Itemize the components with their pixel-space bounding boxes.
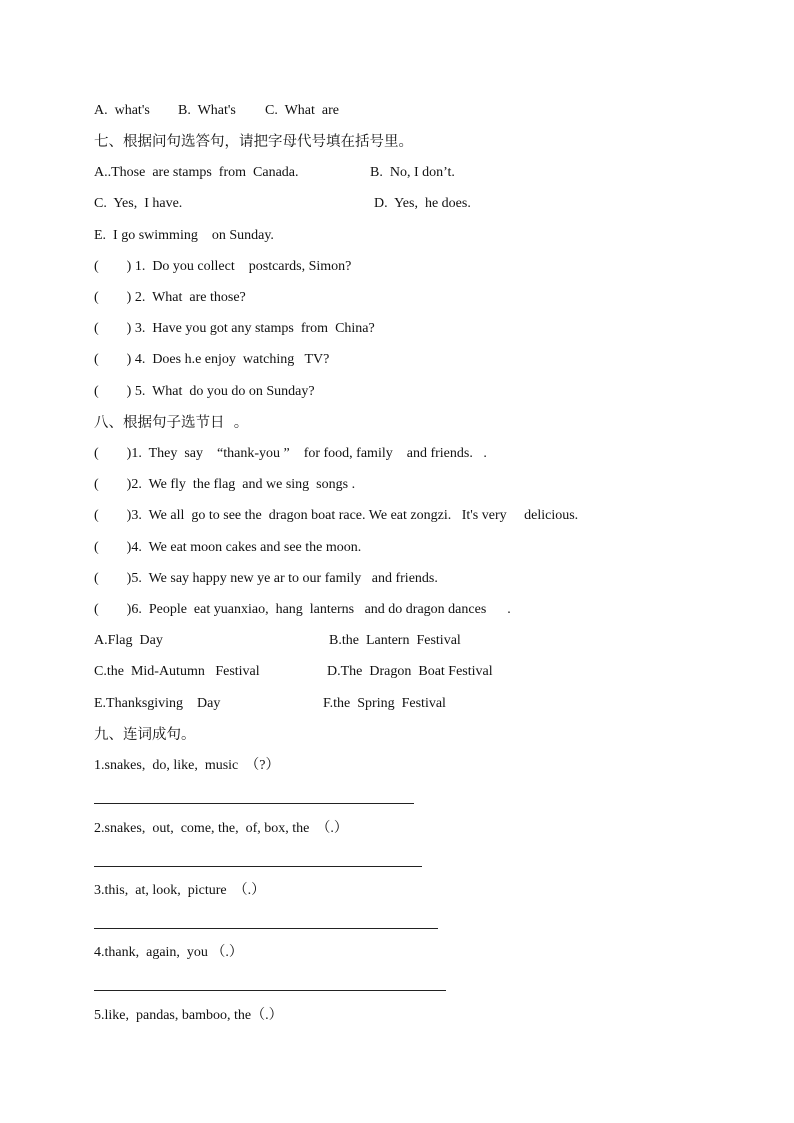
option-a-whats: A. what's bbox=[94, 103, 150, 118]
section8-option-c: C.the Mid-Autumn Festival bbox=[94, 664, 260, 679]
section8-option-f: F.the Spring Festival bbox=[323, 696, 446, 711]
section8-title: 八、根据句子选节日 。 bbox=[94, 415, 249, 431]
section9-item-2: 2.snakes, out, come, the, of, box, the （.） bbox=[94, 821, 348, 836]
section8-option-d: D.The Dragon Boat Festival bbox=[327, 664, 493, 679]
answer-line-2[interactable] bbox=[94, 866, 422, 867]
section7-question-1: ( ) 1. Do you collect postcards, Simon? bbox=[94, 259, 352, 274]
section8-question-5: ( )5. We say happy new ye ar to our family and friends. bbox=[94, 571, 438, 586]
section9-title: 九、连词成句。 bbox=[94, 727, 196, 743]
section7-option-e: E. I go swimming on Sunday. bbox=[94, 228, 274, 243]
section7-title: 七、根据问句选答句，请把字母代号填在括号里。 bbox=[94, 134, 413, 150]
section8-option-a: A.Flag Day bbox=[94, 633, 163, 648]
section9-item-3: 3.this, at, look, picture （.） bbox=[94, 883, 266, 898]
section8-question-2: ( )2. We fly the flag and we sing songs . bbox=[94, 477, 356, 492]
section7-option-c: C. Yes, I have. bbox=[94, 196, 183, 211]
section7-question-4: ( ) 4. Does h.e enjoy watching TV? bbox=[94, 352, 330, 367]
section7-question-3: ( ) 3. Have you got any stamps from China? bbox=[94, 321, 375, 336]
section9-item-5: 5.like, pandas, bamboo, the（.） bbox=[94, 1008, 283, 1023]
section8-question-6: ( )6. People eat yuanxiao, hang lanterns and do dragon dances . bbox=[94, 602, 511, 617]
section7-question-5: ( ) 5. What do you do on Sunday? bbox=[94, 384, 315, 399]
section8-question-3: ( )3. We all go to see the dragon boat race. We eat zongzi. It's very delicious. bbox=[94, 508, 579, 523]
section8-option-b: B.the Lantern Festival bbox=[329, 633, 461, 648]
section7-question-2: ( ) 2. What are those? bbox=[94, 290, 246, 305]
section9-item-1: 1.snakes, do, like, music （?） bbox=[94, 758, 280, 773]
answer-line-1[interactable] bbox=[94, 803, 414, 804]
section9-item-4: 4.thank, again, you （.） bbox=[94, 945, 243, 960]
option-b-whats: B. What's bbox=[178, 103, 236, 118]
answer-line-4[interactable] bbox=[94, 990, 446, 991]
answer-line-3[interactable] bbox=[94, 928, 438, 929]
section8-option-e: E.Thanksgiving Day bbox=[94, 696, 221, 711]
section8-question-1: ( )1. They say “thank-you ” for food, family and friends. . bbox=[94, 446, 487, 461]
section7-option-a: A..Those are stamps from Canada. bbox=[94, 165, 299, 180]
section7-option-b: B. No, I don’t. bbox=[370, 165, 455, 180]
option-c-what-are: C. What are bbox=[265, 103, 339, 118]
section8-question-4: ( )4. We eat moon cakes and see the moon. bbox=[94, 540, 362, 555]
section7-option-d: D. Yes, he does. bbox=[374, 196, 471, 211]
